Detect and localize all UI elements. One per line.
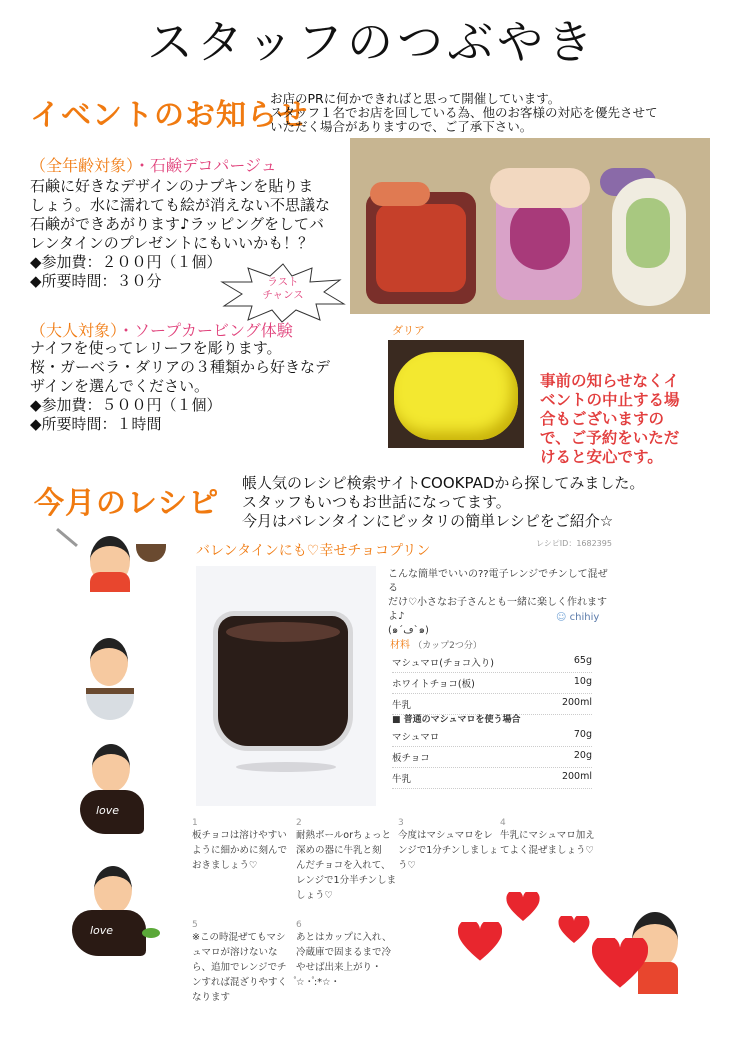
ingredient-row: マシュマロ(チョコ入り) 65g xyxy=(392,652,592,673)
notice-line: で、ご予約をいただ xyxy=(540,429,680,447)
badge-line: チャンス xyxy=(262,289,304,301)
event-intro-line: お店のPRに何かできればと思って開催しています。 xyxy=(270,91,561,106)
event-item1-name: ・石鹸デコパージュ xyxy=(134,156,277,175)
event-item2-name: ・ソープカービング体験 xyxy=(118,321,293,340)
pudding-photo xyxy=(196,566,376,806)
author-name[interactable]: chihiy xyxy=(569,612,600,623)
author-icon: ☺ xyxy=(556,612,567,623)
recipe-intro xyxy=(242,474,722,531)
event-item2-heading xyxy=(30,321,293,340)
last-chance-badge xyxy=(220,262,346,324)
desc-line: 桜・ガーベラ・ダリアの３種類から好きなデ xyxy=(30,358,331,376)
ingredients-label: 材料 xyxy=(390,640,410,651)
step-number: 4 xyxy=(500,818,506,828)
heart-icon xyxy=(458,922,502,966)
recipe-author[interactable] xyxy=(556,612,599,623)
step-number: 5 xyxy=(192,920,198,930)
desc-line: 石鹸に好きなデザインのナプキンを貼りま xyxy=(30,177,314,195)
heart-icon xyxy=(506,892,540,926)
step-6: 6 あとはカップに入れ、 冷蔵庫で固まるまで冷 やせば出来上がり・ ゚☆・゚:*☆・ xyxy=(296,920,400,990)
step-2: 2 耐熱ボールorちょっと 深めの器に牛乳と刻 んだチョコを入れて、 レンジで1分半チンしま しょう♡ xyxy=(296,818,400,903)
ingredient-row: マシュマロ 70g xyxy=(392,726,592,747)
notice-line: ベントの中止する場 xyxy=(540,391,680,409)
event-section-title: イベントのお知らせ xyxy=(30,98,309,133)
event-intro-line: いただく場合がありますので、ご了承下さい。 xyxy=(270,119,533,134)
soap-carving-photo xyxy=(388,340,524,448)
event-item1-fee: ◆参加費：２００円（１個） xyxy=(30,253,222,271)
desc-line: だけ♡小さなお子さんとも一緒に楽しく作れますよ♪ xyxy=(388,597,607,622)
notice-line: 合もございますの xyxy=(540,410,665,428)
event-item1-heading xyxy=(30,156,277,175)
event-intro-line: スタッフ１名でお店を回している為、他のお客様の対応を優先させて xyxy=(270,105,658,120)
event-item2-target: （大人対象） xyxy=(30,321,119,340)
badge-line: ラスト xyxy=(267,276,299,288)
recipe-intro-line: 今月はバレンタインにピッタリの簡単レシピをご紹介☆ xyxy=(242,512,614,530)
event-item2-time: ◆所要時間：１時間 xyxy=(30,415,162,433)
event-item1-time: ◆所要時間：３０分 xyxy=(30,272,162,290)
step-3: 3 今度はマシュマロをレ ンジで1分チンしましょ う♡ xyxy=(398,818,502,873)
girl-big-heart-illustration xyxy=(592,912,692,998)
desc-line: 石鹸ができあがります♪ラッピングをしてバ xyxy=(30,215,324,233)
serving-size: （カップ2つ分） xyxy=(413,641,482,651)
event-item1-target: （全年齢対象） xyxy=(30,156,135,175)
step-5: 5 ※この時混ぜてもマシ ュマロが溶けないな ら、追加でレンジでチ ンすれば混ざりやすく なります xyxy=(192,920,296,1005)
heart-icon xyxy=(558,916,590,948)
step-4: 4 牛乳にマシュマロ加え てよく混ぜましょう♡ xyxy=(500,818,604,858)
step-1: 1 板チョコは溶けやすい ように細かめに刻んで おきましょう♡ xyxy=(192,818,296,873)
step-number: 3 xyxy=(398,818,404,828)
ingredients-list xyxy=(392,652,592,715)
notice-line: 事前の知らせなくイ xyxy=(540,372,680,390)
recipe-intro-line: 帳人気のレシピ検索サイトCOOKPADから探してみました。 xyxy=(242,474,645,492)
ingredient-row: 牛乳 200ml xyxy=(392,694,592,715)
ingredient-row: 牛乳 200ml xyxy=(392,768,592,789)
desc-line: こんな簡単でいいの??電子レンジでチンして混ぜる xyxy=(388,569,608,594)
event-item2-desc xyxy=(30,339,370,434)
recipe-section-title: 今月のレシピ xyxy=(34,486,220,521)
recipe-intro-line: スタッフもいつもお世話になってます。 xyxy=(242,493,511,511)
step-number: 1 xyxy=(192,818,198,828)
desc-line: レンタインのプレゼントにもいいかも！？ xyxy=(30,234,314,252)
event-intro xyxy=(270,92,740,134)
step-number: 6 xyxy=(296,920,302,930)
desc-line: ザインを選んでください。 xyxy=(30,377,209,395)
alt-ingredients-list xyxy=(392,726,592,789)
desc-line: しょう。水に濡れても絵が消えない不思議な xyxy=(30,196,331,214)
girl-heart-illustration: love xyxy=(74,744,150,836)
cancel-notice xyxy=(540,372,700,467)
desc-line: (๑´ڡ`๑) xyxy=(388,625,429,636)
step-number: 2 xyxy=(296,818,302,828)
ingredient-row: ホワイトチョコ(板) 10g xyxy=(392,673,592,694)
event-item2-fee: ◆参加費：５００円（１個） xyxy=(30,396,222,414)
dahlia-label: ダリア xyxy=(392,324,425,337)
notice-line: けると安心です。 xyxy=(540,448,663,466)
ingredient-row: 板チョコ 20g xyxy=(392,747,592,768)
recipe-description xyxy=(388,568,608,638)
recipe-id: レシピID：1682395 xyxy=(536,539,612,548)
girl-whisk-illustration xyxy=(50,528,170,592)
recipe-title: バレンタインにも♡幸せチョコプリン xyxy=(196,543,431,559)
ingredients-header xyxy=(390,636,482,651)
desc-line: ナイフを使ってレリーフを彫ります。 xyxy=(30,339,282,357)
page-title: スタッフのつぶやき xyxy=(147,15,597,69)
girl-bowl-illustration xyxy=(80,634,140,718)
soap-decoupage-photo xyxy=(350,138,710,314)
alt-ingredients-label: ■ 普通のマシュマロを使う場合 xyxy=(392,715,521,725)
girl-chocolate-illustration: love xyxy=(70,866,162,960)
